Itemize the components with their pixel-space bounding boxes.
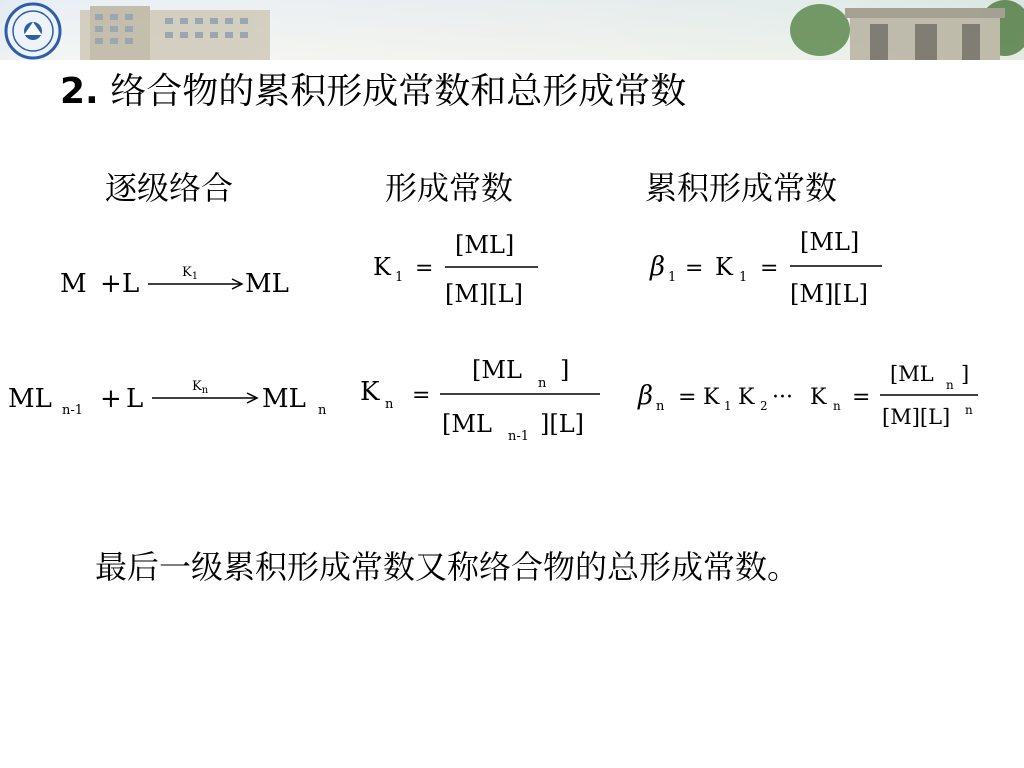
kn-num-open: [ML (472, 356, 522, 384)
r2-complex-subscript: n-1 (62, 403, 84, 418)
row1-cumulative-constant (649, 228, 882, 308)
header-cumulative-constant: 累积形成常数 (645, 169, 838, 207)
beta1-symbol: β (650, 252, 666, 282)
summary-remark: 最后一级累积形成常数又称络合物的总形成常数。 (95, 548, 800, 586)
r2-product: ML (262, 384, 306, 414)
kn-symbol: K (360, 377, 380, 407)
betan-k1-subscript: 1 (724, 399, 732, 413)
header-formation-constant: 形成常数 (385, 169, 514, 207)
kn-num-subscript: n (538, 376, 547, 391)
beta1-k-symbol: K (715, 253, 733, 281)
title-number: 2. (60, 71, 99, 112)
r1-metal: M (60, 269, 87, 299)
k1-equals: = (415, 256, 434, 281)
row1-reaction (60, 265, 289, 299)
r1-arrow-label: $K_1$ (182, 265, 199, 282)
betan-num-open: [ML (890, 362, 934, 386)
r2-plus: + (100, 384, 122, 414)
k1-numerator: [ML] (455, 231, 515, 259)
row2-formation-constant (360, 356, 600, 444)
betan-equals: = (678, 385, 697, 410)
beta1-equals: = (685, 256, 704, 281)
r2-complex: ML (8, 384, 52, 414)
betan-num-close: ] (961, 362, 970, 386)
betan-kn-subscript: n (833, 399, 841, 413)
kn-num-close: ] (560, 356, 570, 384)
betan-k2: K (738, 385, 755, 410)
beta1-k-subscript: 1 (739, 270, 748, 285)
row2-cumulative-constant (637, 362, 978, 429)
betan-k2-subscript: 2 (760, 399, 768, 413)
kn-den-open: [ML (442, 410, 492, 438)
r2-ligand: L (126, 384, 144, 414)
kn-den-subscript: n-1 (508, 429, 530, 444)
betan-subscript: n (656, 399, 665, 414)
r2-arrow-label: $K_n$ (192, 379, 209, 396)
beta1-numerator: [ML] (800, 228, 860, 256)
title-text: 络合物的累积形成常数和总形成常数 (110, 71, 687, 112)
beta1-denominator: [M][L] (790, 280, 868, 308)
betan-kn: K (810, 385, 827, 410)
r1-product: ML (245, 269, 289, 299)
k1-subscript: 1 (395, 270, 404, 285)
kn-den-close: ][L] (540, 410, 585, 438)
betan-denominator: [M][L] (882, 405, 951, 429)
kn-subscript: n (385, 397, 394, 412)
k1-denominator: [M][L] (445, 280, 523, 308)
betan-k1: K (703, 385, 720, 410)
betan-symbol: β (638, 381, 654, 411)
k1-symbol: K (373, 253, 391, 281)
betan-equals-2: = (852, 385, 871, 410)
betan-ellipsis: ··· (772, 385, 793, 410)
r1-plus: + (100, 269, 122, 299)
row2-reaction (8, 379, 327, 418)
row1-formation-constant (373, 231, 538, 308)
betan-denominator-power: n (965, 403, 973, 417)
r2-product-subscript: n (318, 403, 327, 418)
r1-ligand: L (122, 269, 140, 299)
kn-equals: = (412, 383, 431, 408)
beta1-equals-2: = (760, 256, 779, 281)
beta1-subscript: 1 (668, 270, 677, 285)
header-stepwise-complexation: 逐级络合 (105, 169, 234, 207)
betan-num-subscript: n (946, 378, 954, 392)
